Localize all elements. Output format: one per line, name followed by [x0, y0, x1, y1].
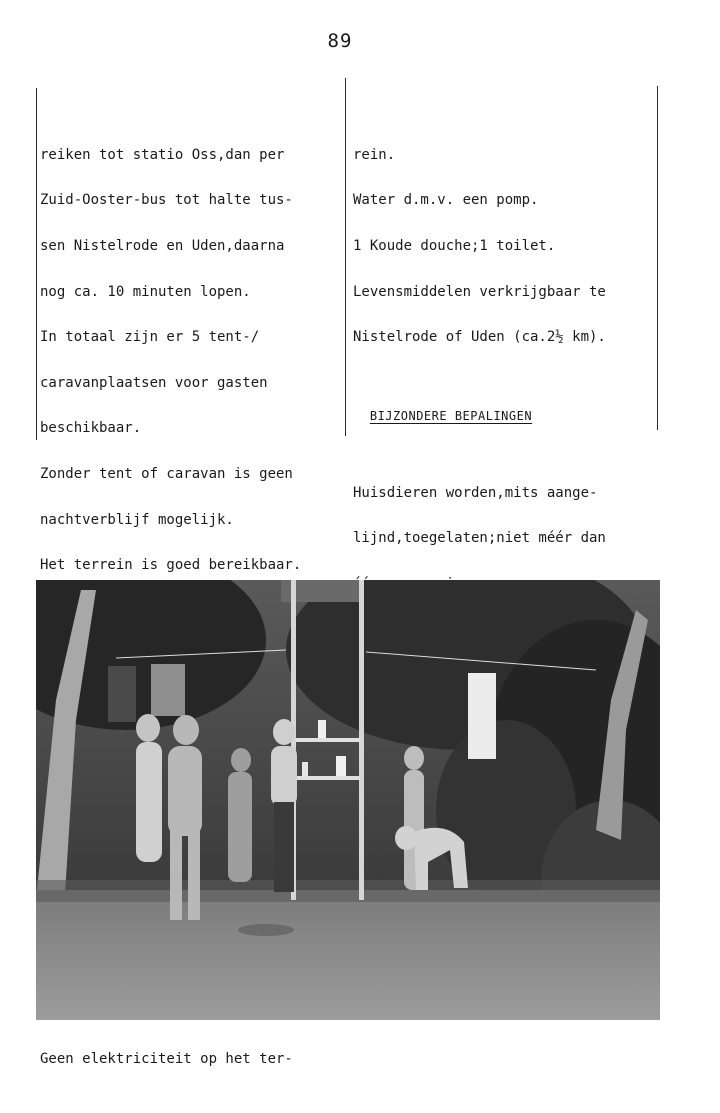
shelf — [296, 776, 360, 780]
column-rule-left — [36, 88, 37, 440]
text-line: Geen elektriciteit op het ter- — [40, 1050, 293, 1067]
column-rule-right — [657, 86, 658, 430]
text-line: Zuid-Ooster-bus tot halte tus- — [40, 192, 293, 209]
text-line: Huisdieren worden,mits aange- — [353, 484, 598, 501]
column-rule-center — [345, 78, 346, 436]
text-line: 1 Koude douche;1 toilet. — [353, 238, 556, 254]
text-line: Nistelrode of Uden (ca.2½ km). — [353, 329, 606, 346]
toiletry — [302, 762, 308, 776]
text-line: sen Nistelrode en Uden,daarna — [40, 238, 285, 254]
section-heading-bepalingen: BIJZONDERE BEPALINGEN — [369, 408, 533, 423]
text-line: lijnd,toegelaten;niet méér dan — [353, 530, 606, 547]
text-line: In totaal zijn er 5 tent-/ — [40, 329, 260, 346]
hanging-cloth — [151, 664, 185, 716]
text-line: Zonder tent of caravan is geen — [40, 465, 293, 482]
text-line: Het terrein is goed bereikbaar. — [40, 557, 302, 574]
toiletry — [318, 720, 326, 738]
photo-illustration — [36, 580, 660, 1020]
page-number: 89 — [327, 30, 353, 52]
grass-field — [36, 890, 660, 1020]
facilities-block — [353, 117, 653, 375]
outillage-block — [40, 1021, 340, 1097]
shelf — [296, 738, 360, 742]
text-line: nog ca. 10 minuten lopen. — [40, 283, 251, 300]
shoes — [238, 924, 294, 936]
text-line: beschikbaar. — [40, 420, 142, 437]
campsite-shower-photo — [36, 580, 660, 1020]
text-line: rein. — [353, 146, 396, 163]
text-line: reiken tot statio Oss,dan per — [40, 146, 285, 163]
hanging-towel — [468, 673, 496, 759]
intro-block — [40, 117, 340, 649]
text-line: nachtverblijf mogelijk. — [40, 511, 234, 528]
shadow-band — [36, 880, 660, 902]
text-line: caravanplaatsen voor gasten — [40, 374, 268, 391]
text-line: Levensmiddelen verkrijgbaar te — [353, 283, 606, 300]
text-line: Water d.m.v. een pomp. — [353, 192, 539, 209]
hanging-cloth — [108, 666, 136, 722]
toiletry — [336, 756, 346, 776]
